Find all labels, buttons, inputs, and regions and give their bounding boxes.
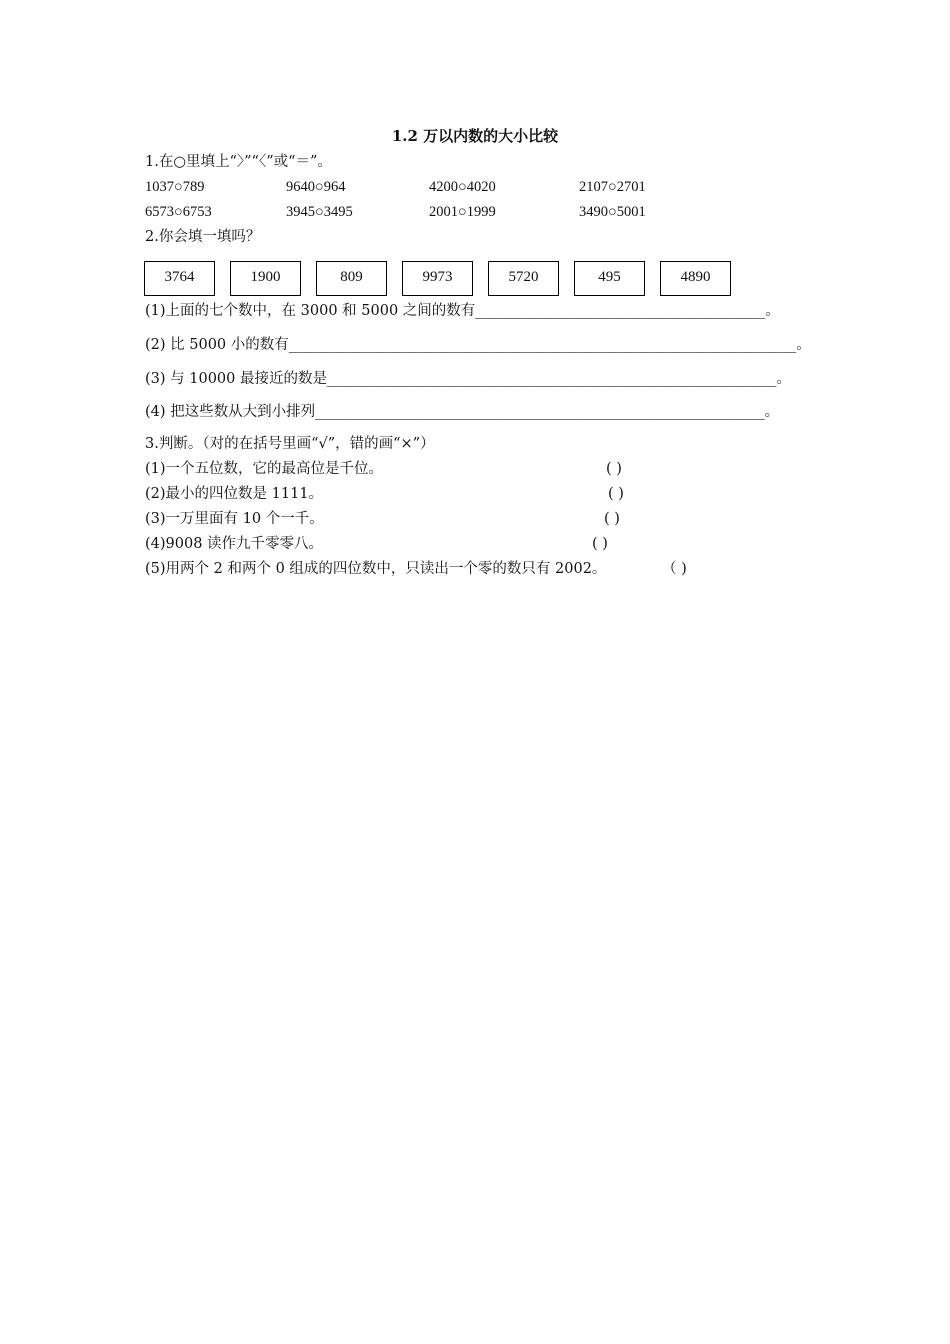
q3-item-text: (5)用两个 2 和两个 0 组成的四位数中，只读出一个零的数只有 2002。 <box>145 561 607 577</box>
q2-item <box>145 403 779 421</box>
q1-heading: 1.在○里填上“〉”“〈”或“＝”。 <box>145 154 332 170</box>
answer-blank[interactable]: ________________________________________ <box>475 303 766 319</box>
number-box: 809 <box>316 261 387 296</box>
q2-item-prompt: (1)上面的七个数中，在 3000 和 5000 之间的数有 <box>145 303 476 319</box>
answer-blank[interactable]: ______________________________________________________________________ <box>288 337 797 353</box>
page-title: 1.2 万以内数的大小比较 <box>391 127 559 145</box>
q1-item: 2107○2701 <box>579 179 646 195</box>
number-box: 1900 <box>230 261 301 296</box>
answer-bracket[interactable]: ( ) <box>604 511 620 527</box>
q2-item-prompt: (4) 把这些数从大到小排列 <box>145 404 316 420</box>
q1-item: 6573○6753 <box>145 204 212 220</box>
q2-item <box>145 302 780 320</box>
q1-item: 9640○964 <box>286 179 346 195</box>
number-box: 3764 <box>144 261 215 296</box>
q2-item <box>145 336 811 354</box>
q3-item-text: (2)最小的四位数是 1111。 <box>145 486 324 502</box>
q2-item-end: 。 <box>765 303 780 319</box>
number-box: 9973 <box>402 261 473 296</box>
number-box: 4890 <box>660 261 731 296</box>
q2-item-end: 。 <box>764 404 780 420</box>
answer-bracket[interactable]: （ ) <box>662 561 687 577</box>
q2-item-end: 。 <box>796 337 811 353</box>
q1-item: 3945○3495 <box>286 204 353 220</box>
q2-item <box>145 370 791 388</box>
q2-item-prompt: (3) 与 10000 最接近的数是 <box>145 371 327 387</box>
q2-item-end: 。 <box>776 371 791 387</box>
q2-item-prompt: (2) 比 5000 小的数有 <box>145 337 289 353</box>
q3-item-text: (4)9008 读作九千零零八。 <box>145 536 324 552</box>
q3-item-text: (1)一个五位数，它的最高位是千位。 <box>145 461 384 477</box>
answer-bracket[interactable]: ( ) <box>592 536 608 552</box>
q1-item: 3490○5001 <box>579 204 646 220</box>
answer-bracket[interactable]: ( ) <box>608 486 624 502</box>
q1-item: 2001○1999 <box>429 204 496 220</box>
number-box: 495 <box>574 261 645 296</box>
q2-heading: 2.你会填一填吗？ <box>145 229 261 245</box>
answer-blank[interactable]: ______________________________________________________________ <box>327 371 777 387</box>
q1-item: 4200○4020 <box>429 179 496 195</box>
q3-item-text: (3)一万里面有 10 个一千。 <box>145 511 324 527</box>
number-box: 5720 <box>488 261 559 296</box>
answer-blank[interactable]: ______________________________________________________________ <box>315 404 765 420</box>
q1-item: 1037○789 <box>145 179 205 195</box>
q3-heading: 3.判断。（对的在括号里画“√”，错的画“×”） <box>145 436 435 452</box>
answer-bracket[interactable]: ( ) <box>606 461 622 477</box>
